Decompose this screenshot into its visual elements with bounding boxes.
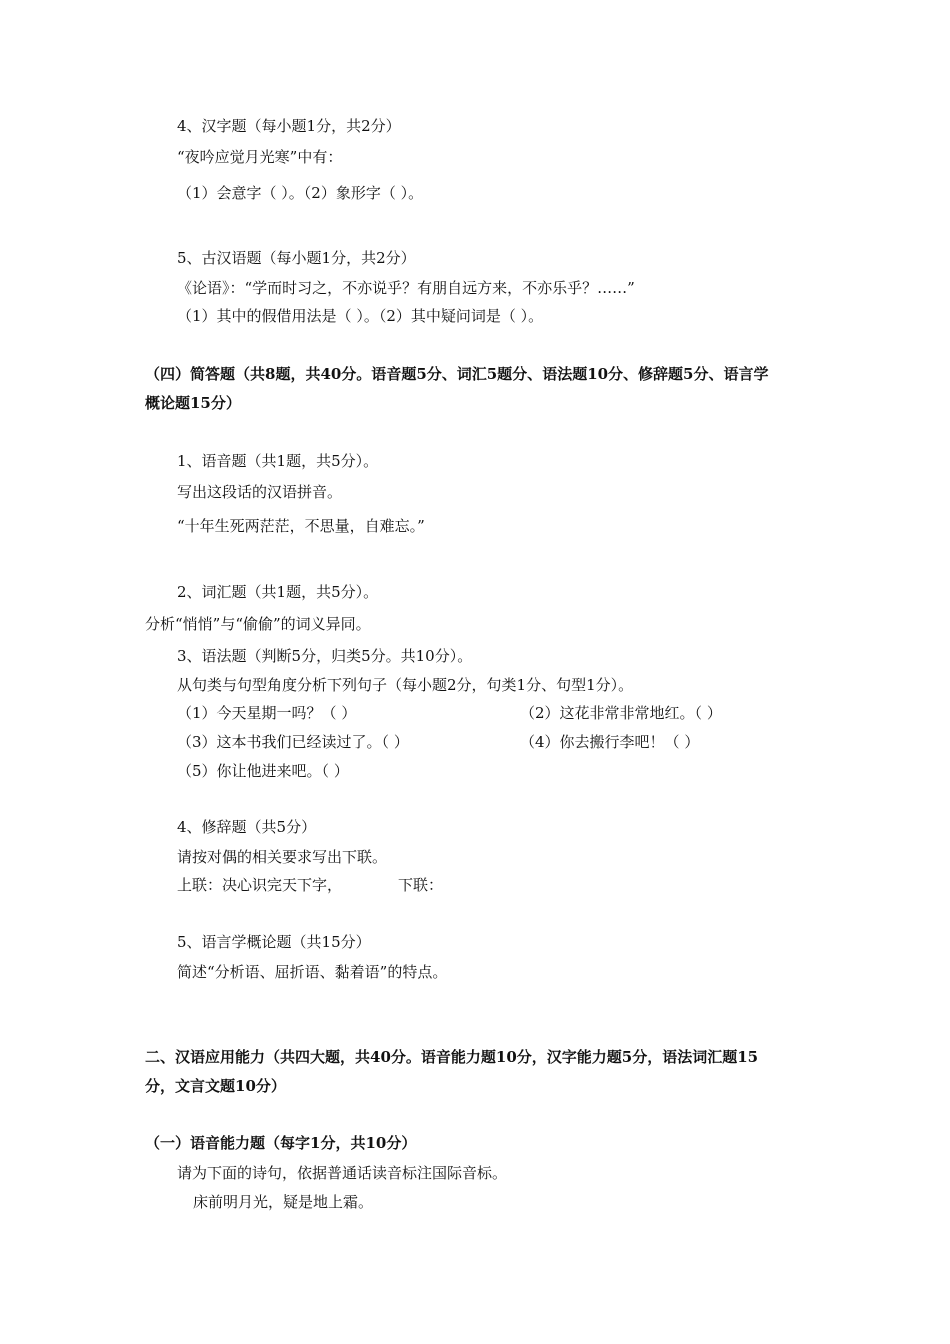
question-4-prompt: “夜吟应觉月光寒”中有： [177, 148, 343, 166]
question-5-title: 5、古汉语题（每小题1分，共2分） [177, 249, 416, 267]
short-q5-prompt: 简述“分析语、屈折语、黏着语”的特点。 [177, 963, 448, 981]
short-q1-title: 1、语音题（共1题，共5分）。 [177, 452, 379, 470]
grammar-item-1: （1）今天星期一吗？（ ） [177, 704, 357, 722]
grammar-item-4: （4）你去搬行李吧！（ ） [520, 733, 700, 751]
lower-couplet-label: 下联： [398, 876, 444, 894]
short-q1-quote: “十年生死两茫茫，不思量，自难忘。” [177, 517, 425, 535]
section-4-heading: （四）简答题（共8题，共40分。语音题5分、词汇5题分、语法题10分、修辞题5分、语言学 [145, 365, 769, 383]
question-5-quote: 《论语》：“学而时习之，不亦说乎？有朋自远方来，不亦乐乎？……” [177, 279, 635, 297]
question-4-items: （1）会意字（ ）。（2）象形字（ ）。 [177, 184, 424, 202]
part-2-heading-cont: 分，文言文题10分） [145, 1077, 286, 1095]
question-5-items: （1）其中的假借用法是（ ）。（2）其中疑问词是（ ）。 [177, 307, 544, 325]
phonetics-poem-line: 床前明月光，疑是地上霜。 [193, 1193, 374, 1211]
question-4-title: 4、汉字题（每小题1分，共2分） [177, 117, 401, 135]
grammar-item-5: （5）你让他进来吧。（ ） [177, 762, 349, 780]
short-q3-prompt: 从句类与句型角度分析下列句子（每小题2分，句类1分、句型1分）。 [177, 676, 634, 694]
part-2-heading: 二、汉语应用能力（共四大题，共40分。语音能力题10分，汉字能力题5分，语法词汇题15 [145, 1048, 759, 1066]
grammar-item-3: （3）这本书我们已经读过了。（ ） [177, 733, 409, 751]
short-q5-title: 5、语言学概论题（共15分） [177, 933, 371, 951]
short-q4-title: 4、修辞题（共5分） [177, 818, 317, 836]
short-q2-prompt: 分析“悄悄”与“偷偷”的词义异同。 [145, 615, 371, 633]
short-q1-prompt: 写出这段话的汉语拼音。 [177, 483, 343, 501]
upper-couplet: 上联：决心识完天下字， [177, 876, 343, 894]
short-q2-title: 2、词汇题（共1题，共5分）。 [177, 583, 379, 601]
section-4-heading-cont: 概论题15分） [145, 394, 241, 412]
phonetics-section-heading: （一）语音能力题（每字1分，共10分） [145, 1134, 417, 1152]
grammar-item-2: （2）这花非常非常地红。（ ） [520, 704, 722, 722]
short-q3-title: 3、语法题（判断5分，归类5分。共10分）。 [177, 647, 473, 665]
short-q4-prompt: 请按对偶的相关要求写出下联。 [177, 848, 388, 866]
phonetics-prompt: 请为下面的诗句，依据普通话读音标注国际音标。 [177, 1164, 508, 1182]
